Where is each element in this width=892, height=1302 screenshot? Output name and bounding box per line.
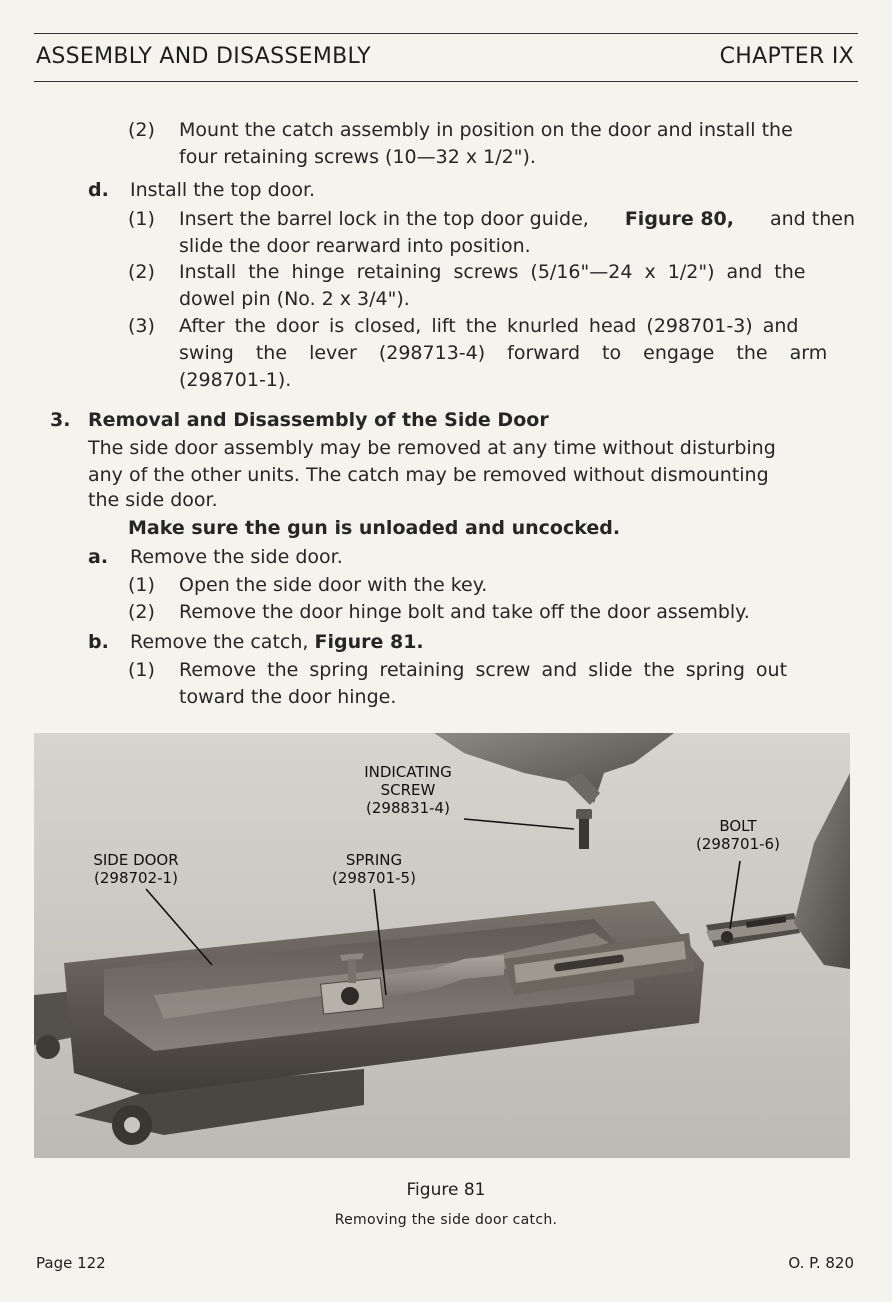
text-run: Mount the catch assembly in position on the door and install the [179, 119, 793, 141]
callout-text: BOLT [719, 817, 757, 835]
header-top-rule [34, 33, 858, 34]
paragraph-line: (298701-1). [179, 369, 292, 391]
retaining-screw-shank [348, 959, 356, 983]
paragraph-line: slide the door rearward into position. [179, 235, 531, 257]
step-number: (1) [128, 208, 155, 230]
figure-caption-title: Figure 81 [406, 1180, 486, 1200]
paragraph-line [130, 629, 424, 656]
callout-indicating-screw [348, 763, 468, 817]
indicating-screw-head [576, 809, 592, 819]
safety-warning: Make sure the gun is unloaded and uncocked. [128, 517, 621, 539]
paragraph-line: Install the top door. [130, 179, 316, 201]
paragraph-line: Remove the door hinge bolt and take off the door assembly. [179, 601, 750, 623]
callout-text: SIDE DOOR [93, 851, 179, 869]
step-number: (1) [128, 659, 155, 681]
paragraph-line: Remove the spring retaining screw and slide the spring out [179, 659, 788, 681]
callout-spring [318, 851, 430, 887]
callout-text: (298701-6) [696, 835, 780, 853]
page-number: Page 122 [36, 1254, 106, 1272]
figure-reference: Figure 81. [314, 631, 424, 653]
running-header-title: ASSEMBLY AND DISASSEMBLY [36, 44, 371, 69]
callout-side-door [80, 851, 192, 887]
callout-text: (298701-5) [332, 869, 416, 887]
bolt-hole [721, 931, 733, 943]
paragraph-line: The side door assembly may be removed at any time without disturbing [88, 437, 776, 459]
callout-bolt [682, 817, 794, 853]
screw-hole [341, 987, 359, 1005]
paragraph-line: any of the other units. The catch may be removed without dismounting [88, 464, 769, 486]
step-number: (2) [128, 601, 155, 623]
step-letter: b. [88, 631, 109, 653]
indicating-screw-shank [579, 819, 589, 849]
paragraph-line: dowel pin (No. 2 x 3/4"). [179, 288, 410, 310]
step-letter: a. [88, 546, 109, 568]
step-number: (1) [128, 574, 155, 596]
paragraph-line: Open the side door with the key. [179, 574, 488, 596]
text-run: Insert the barrel lock in the top door guide, [179, 208, 589, 230]
paragraph-line [179, 206, 855, 233]
callout-text: SCREW [380, 781, 436, 799]
step-letter: d. [88, 179, 109, 201]
paragraph-line: toward the door hinge. [179, 686, 397, 708]
paragraph-line: the side door. [88, 489, 218, 511]
hinge-knuckle [36, 1035, 60, 1059]
running-header-chapter: CHAPTER IX [719, 44, 854, 69]
text-run: and then [769, 208, 855, 230]
section-number: 3. [50, 409, 71, 431]
paragraph-line: swing the lever (298713-4) forward to engage the arm [179, 342, 828, 364]
paragraph-line: After the door is closed, lift the knurled head (298701-3) and [179, 315, 799, 337]
paragraph-line: Remove the side door. [130, 546, 343, 568]
callout-text: SPRING [345, 851, 403, 869]
paragraph-line [179, 117, 855, 144]
figure-caption-text: Removing the side door catch. [334, 1212, 558, 1228]
callout-text: (298831-4) [366, 799, 450, 817]
paragraph-line: Install the hinge retaining screws (5/16"—24 x 1/2") and the [179, 261, 806, 283]
paragraph-line: four retaining screws (10—32 x 1/2"). [179, 146, 536, 168]
step-number: (2) [128, 119, 155, 141]
text-run: Remove the catch, [130, 631, 309, 653]
callout-text: INDICATING [364, 763, 452, 781]
section-heading: Removal and Disassembly of the Side Door [88, 409, 549, 431]
hinge-hole [124, 1117, 140, 1133]
figure-photograph [34, 733, 850, 1158]
document-number: O. P. 820 [788, 1254, 854, 1272]
callout-text: (298702-1) [94, 869, 178, 887]
header-bottom-rule [34, 81, 858, 82]
step-number: (3) [128, 315, 155, 337]
step-number: (2) [128, 261, 155, 283]
figure-reference: Figure 80, [624, 208, 734, 230]
